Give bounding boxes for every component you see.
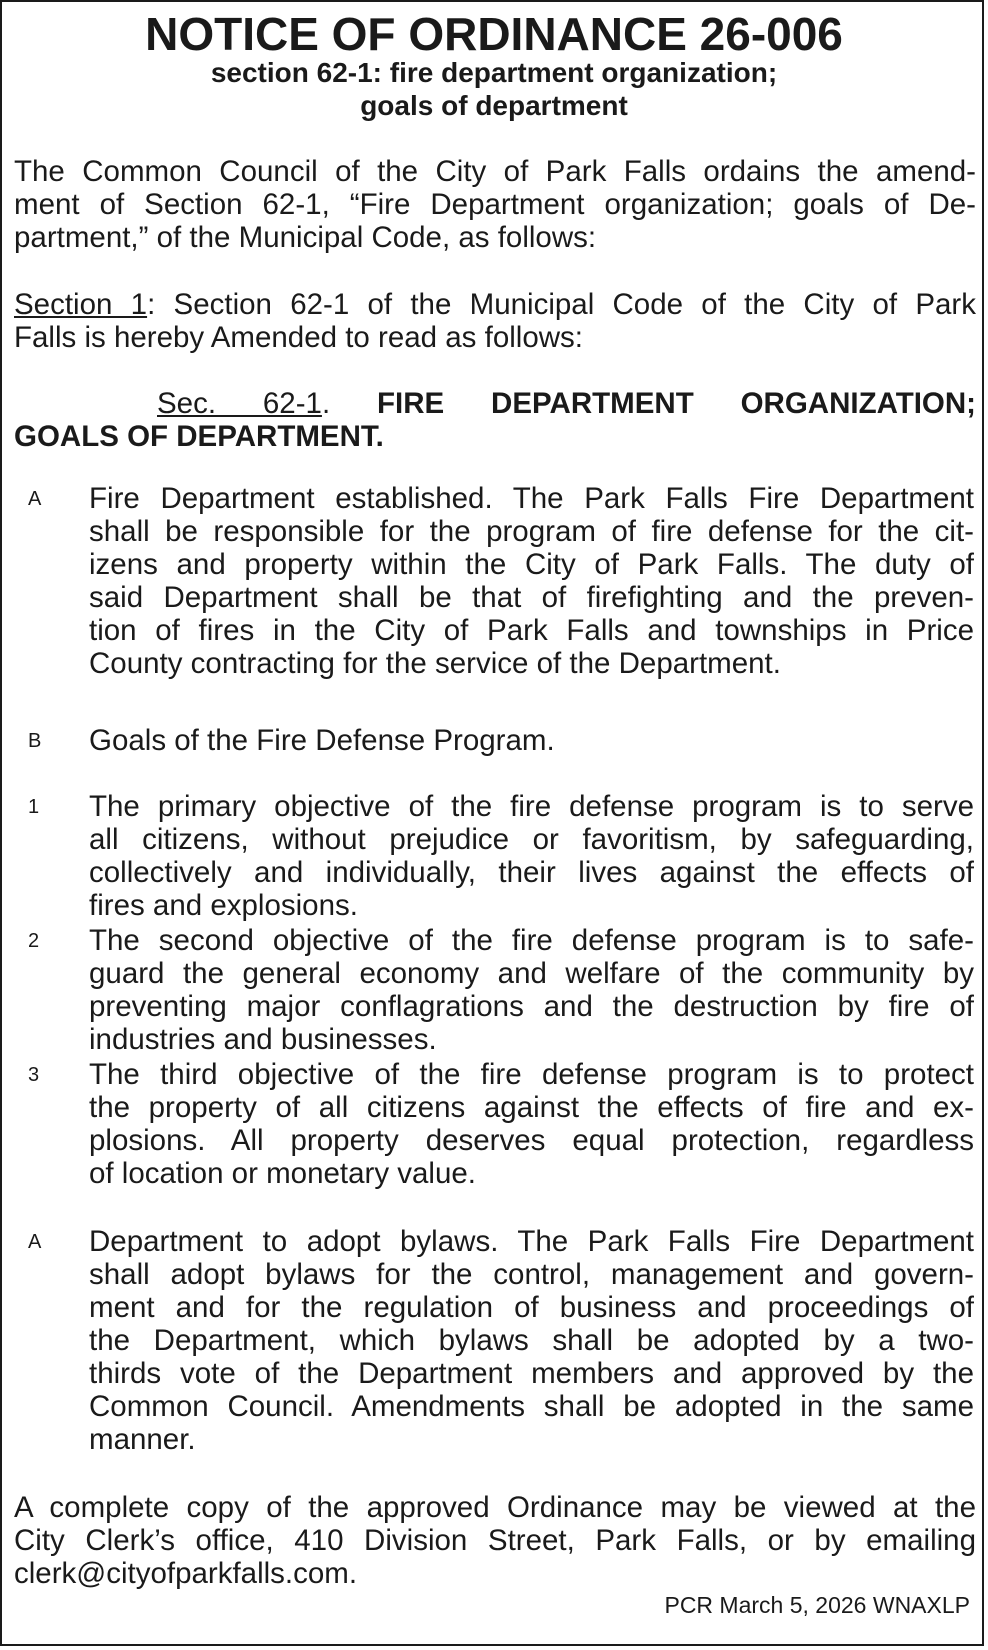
item-third-objective <box>89 1058 974 1190</box>
closing-line-1: A complete copy of the approved Ordinance may be viewed at the <box>14 1491 976 1524</box>
item-adopt-bylaws <box>89 1225 974 1456</box>
item-line: County contracting for the service of the Department. <box>89 647 781 680</box>
closing-line-1-wrap <box>14 1491 976 1525</box>
item-line: The third objective of the fire defense program is to protect <box>89 1058 974 1091</box>
item-line: said Department shall be that of firefighting and the preven- <box>89 581 974 614</box>
item-line: plosions. All property deserves equal protection, regardless <box>89 1124 974 1157</box>
item-marker: B <box>28 730 42 752</box>
item-line: collectively and individually, their lives against the effects of <box>89 856 974 889</box>
item-second-objective <box>89 924 974 1056</box>
sec-heading-bold-1: FIRE DEPARTMENT ORGANIZATION; <box>377 387 976 420</box>
section-1-label: Section 1 <box>14 288 148 321</box>
notice-subtitle-line-1: section 62-1: fire department organization; <box>210 57 778 88</box>
closing-line-2: City Clerk’s office, 410 Division Street, Park Falls, or by emailing <box>14 1524 976 1557</box>
item-line: industries and businesses. <box>89 1023 437 1056</box>
intro-line-1: The Common Council of the City of Park Falls ordains the amend- <box>14 155 976 188</box>
item-line: Department to adopt bylaws. The Park Falls Fire Department <box>89 1225 974 1258</box>
item-line: of location or monetary value. <box>89 1157 476 1190</box>
item-line: all citizens, without prejudice or favoritism, by safeguarding, <box>89 823 974 856</box>
section-1-text: : Section 62-1 of the Municipal Code of the City of Park <box>147 288 977 321</box>
item-primary-objective <box>89 790 974 922</box>
sec-heading-line-1 <box>157 387 976 421</box>
item-line: fires and explosions. <box>89 889 358 922</box>
item-line: tion of fires in the City of Park Falls and townships in Price <box>89 614 974 647</box>
item-line: Goals of the Fire Defense Program. <box>89 724 555 757</box>
intro-line-2-wrap <box>14 188 976 222</box>
section-1-line-2: Falls is hereby Amended to read as follows: <box>14 321 583 354</box>
item-fire-department-established <box>89 482 974 680</box>
item-line: The second objective of the fire defense program is to safe- <box>89 924 974 957</box>
section-1-line-1 <box>14 288 976 322</box>
item-line: the Department, which bylaws shall be adopted by a two- <box>89 1324 974 1357</box>
item-goals-heading <box>89 724 974 757</box>
intro-line-3: partment,” of the Municipal Code, as follows: <box>14 221 597 254</box>
notice-title: NOTICE OF ORDINANCE 26-006 <box>145 8 843 60</box>
intro-paragraph <box>14 155 976 189</box>
sec-heading-line-2: GOALS OF DEPARTMENT. <box>14 420 384 453</box>
publication-footer: PCR March 5, 2026 WNAXLP <box>664 1592 970 1618</box>
notice-subtitle-line-2: goals of department <box>360 90 628 121</box>
section-1-line-1-text <box>14 288 976 322</box>
item-line: izens and property within the City of Park Falls. The duty of <box>89 548 974 581</box>
sec-heading-line-1-text <box>157 387 976 421</box>
item-marker: A <box>28 1231 42 1253</box>
item-marker: A <box>28 488 42 510</box>
item-line: shall be responsible for the program of fire defense for the cit- <box>89 515 974 548</box>
item-line: manner. <box>89 1423 196 1456</box>
item-line: the property of all citizens against the effects of fire and ex- <box>89 1091 974 1124</box>
item-line: Common Council. Amendments shall be adopted in the same <box>89 1390 974 1423</box>
item-line: ment and for the regulation of business and proceedings of <box>89 1291 974 1324</box>
item-line: shall adopt bylaws for the control, management and govern- <box>89 1258 974 1291</box>
item-line: thirds vote of the Department members and approved by the <box>89 1357 974 1390</box>
closing-line-2-wrap <box>14 1524 976 1558</box>
item-line: Fire Department established. The Park Falls Fire Department <box>89 482 974 515</box>
item-line: guard the general economy and welfare of the community by <box>89 957 974 990</box>
item-marker: 3 <box>28 1064 40 1086</box>
sec-ref-dot: . <box>321 387 331 420</box>
item-marker: 2 <box>28 930 40 952</box>
closing-email-line: clerk@cityofparkfalls.com. <box>14 1557 358 1590</box>
intro-line-2: ment of Section 62-1, “Fire Department organization; goals of De- <box>14 188 976 221</box>
item-marker: 1 <box>28 796 40 818</box>
sec-ref: Sec. 62-1 <box>157 387 322 420</box>
item-line: The primary objective of the fire defense program is to serve <box>89 790 974 823</box>
item-line: preventing major conflagrations and the destruction by fire of <box>89 990 974 1023</box>
